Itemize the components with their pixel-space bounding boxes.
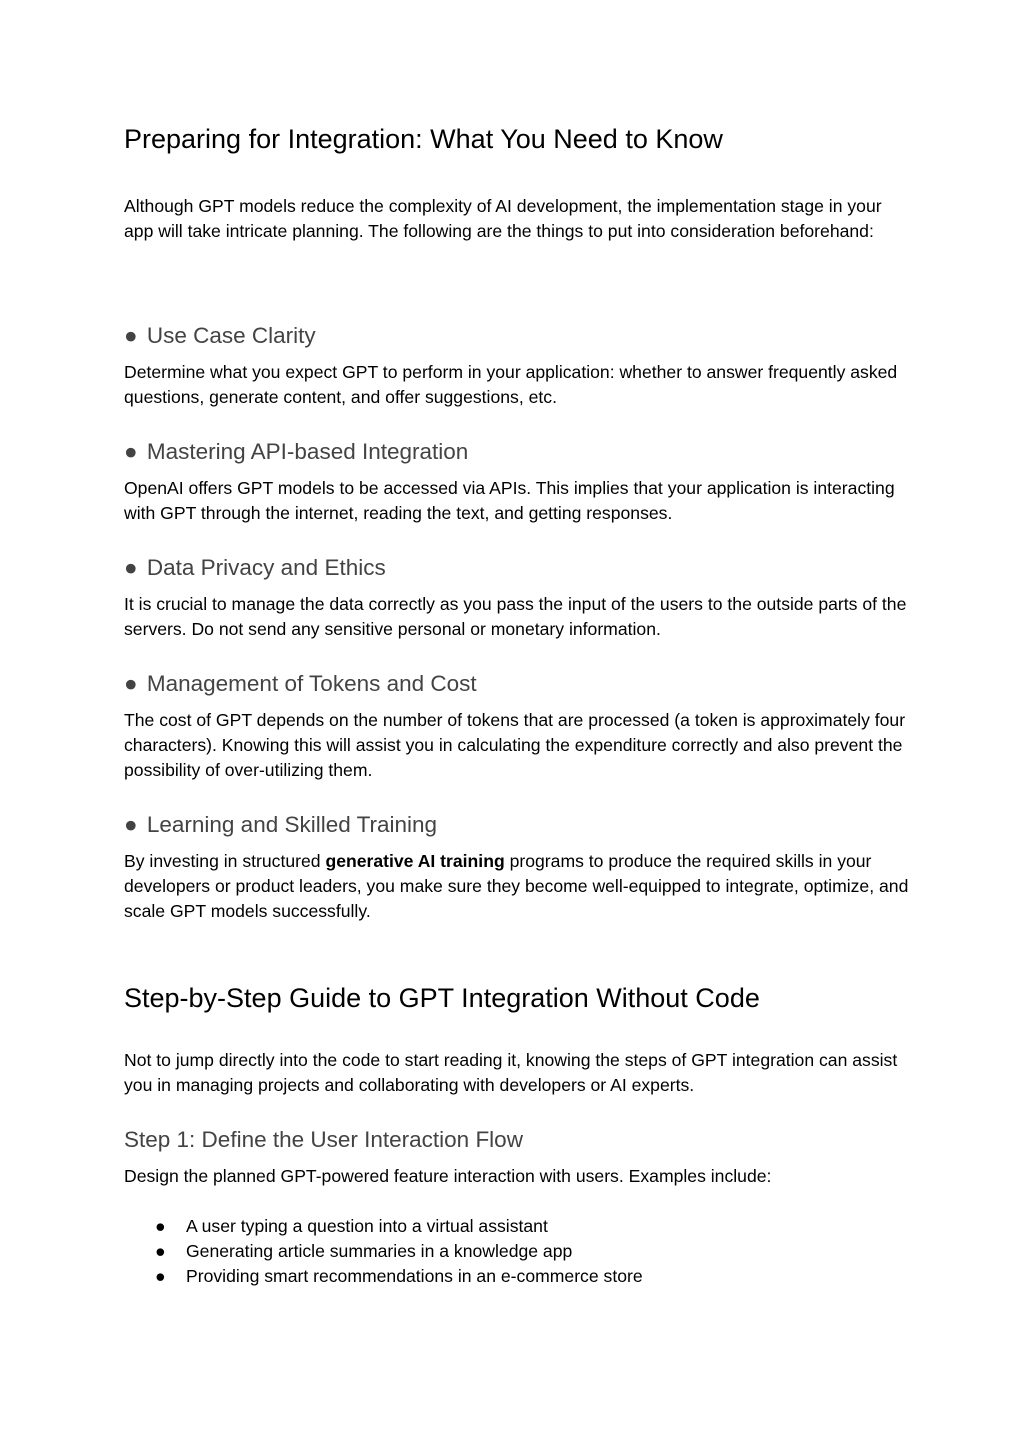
point-body-use-case: Determine what you expect GPT to perform in your application: whether to answer frequently asked questions, generate content, and offer suggestions, etc. xyxy=(124,362,898,407)
step1-body: Design the planned GPT-powered feature interaction with users. Examples include: xyxy=(124,1166,772,1186)
list-item xyxy=(124,1214,643,1239)
bullet-icon: ● xyxy=(124,671,138,696)
point-heading-use-case xyxy=(124,322,316,350)
section-intro-paragraph: Although GPT models reduce the complexity of AI development, the implementation stage in your app will take intricate planning. The following are the things to put into consideration beforehand: xyxy=(124,196,882,241)
bullet-icon: ● xyxy=(155,1216,166,1236)
bullet-icon: ● xyxy=(124,323,138,348)
bullet-icon: ● xyxy=(124,439,138,464)
bullet-icon: ● xyxy=(155,1266,166,1286)
body-text: By investing in structured xyxy=(124,851,326,871)
point-title: Use Case Clarity xyxy=(146,323,316,348)
bullet-icon: ● xyxy=(124,555,138,580)
point-heading-api xyxy=(124,438,468,466)
bullet-icon: ● xyxy=(124,812,138,837)
point-heading-training xyxy=(124,811,437,839)
list-item xyxy=(124,1264,643,1289)
step1-heading: Step 1: Define the User Interaction Flow xyxy=(124,1127,523,1152)
point-title: Learning and Skilled Training xyxy=(146,812,438,837)
bullet-icon: ● xyxy=(155,1241,166,1261)
point-title: Data Privacy and Ethics xyxy=(146,555,386,580)
examples-list xyxy=(124,1214,643,1289)
section-heading-step-by-step: Step-by-Step Guide to GPT Integration Without Code xyxy=(124,983,760,1013)
list-item xyxy=(124,1239,643,1264)
section2-intro-paragraph: Not to jump directly into the code to start reading it, knowing the steps of GPT integration can assist you in managing projects and collaborating with developers or AI experts. xyxy=(124,1050,898,1095)
list-item-text: Providing smart recommendations in an e-commerce store xyxy=(186,1266,643,1286)
point-body-privacy: It is crucial to manage the data correctly as you pass the input of the users to the outside parts of the servers. Do not send any sensitive personal or monetary information. xyxy=(124,594,907,639)
point-title: Mastering API-based Integration xyxy=(146,439,469,464)
list-item-text: A user typing a question into a virtual assistant xyxy=(186,1216,548,1236)
bold-link-text: generative AI training xyxy=(325,851,505,871)
point-body-api: OpenAI offers GPT models to be accessed via APIs. This implies that your application is interacting with GPT through the internet, reading the text, and getting responses. xyxy=(124,478,895,523)
point-heading-tokens xyxy=(124,670,477,698)
list-item-text: Generating article summaries in a knowledge app xyxy=(186,1241,573,1261)
body-text: programs to produce the required skills in your developers or product leaders, you make sure they become well-equipped to integrate, optimize, and scale GPT models successfully. xyxy=(124,851,909,921)
point-body-tokens: The cost of GPT depends on the number of tokens that are processed (a token is approximately four characters). Knowing this will assist you in calculating the expenditure correctly and also prevent the possibility of over-utilizing them. xyxy=(124,710,906,780)
point-body-training xyxy=(124,849,914,924)
point-heading-privacy xyxy=(124,554,386,582)
section-heading-preparing: Preparing for Integration: What You Need to Know xyxy=(124,124,723,154)
point-title: Management of Tokens and Cost xyxy=(146,671,477,696)
